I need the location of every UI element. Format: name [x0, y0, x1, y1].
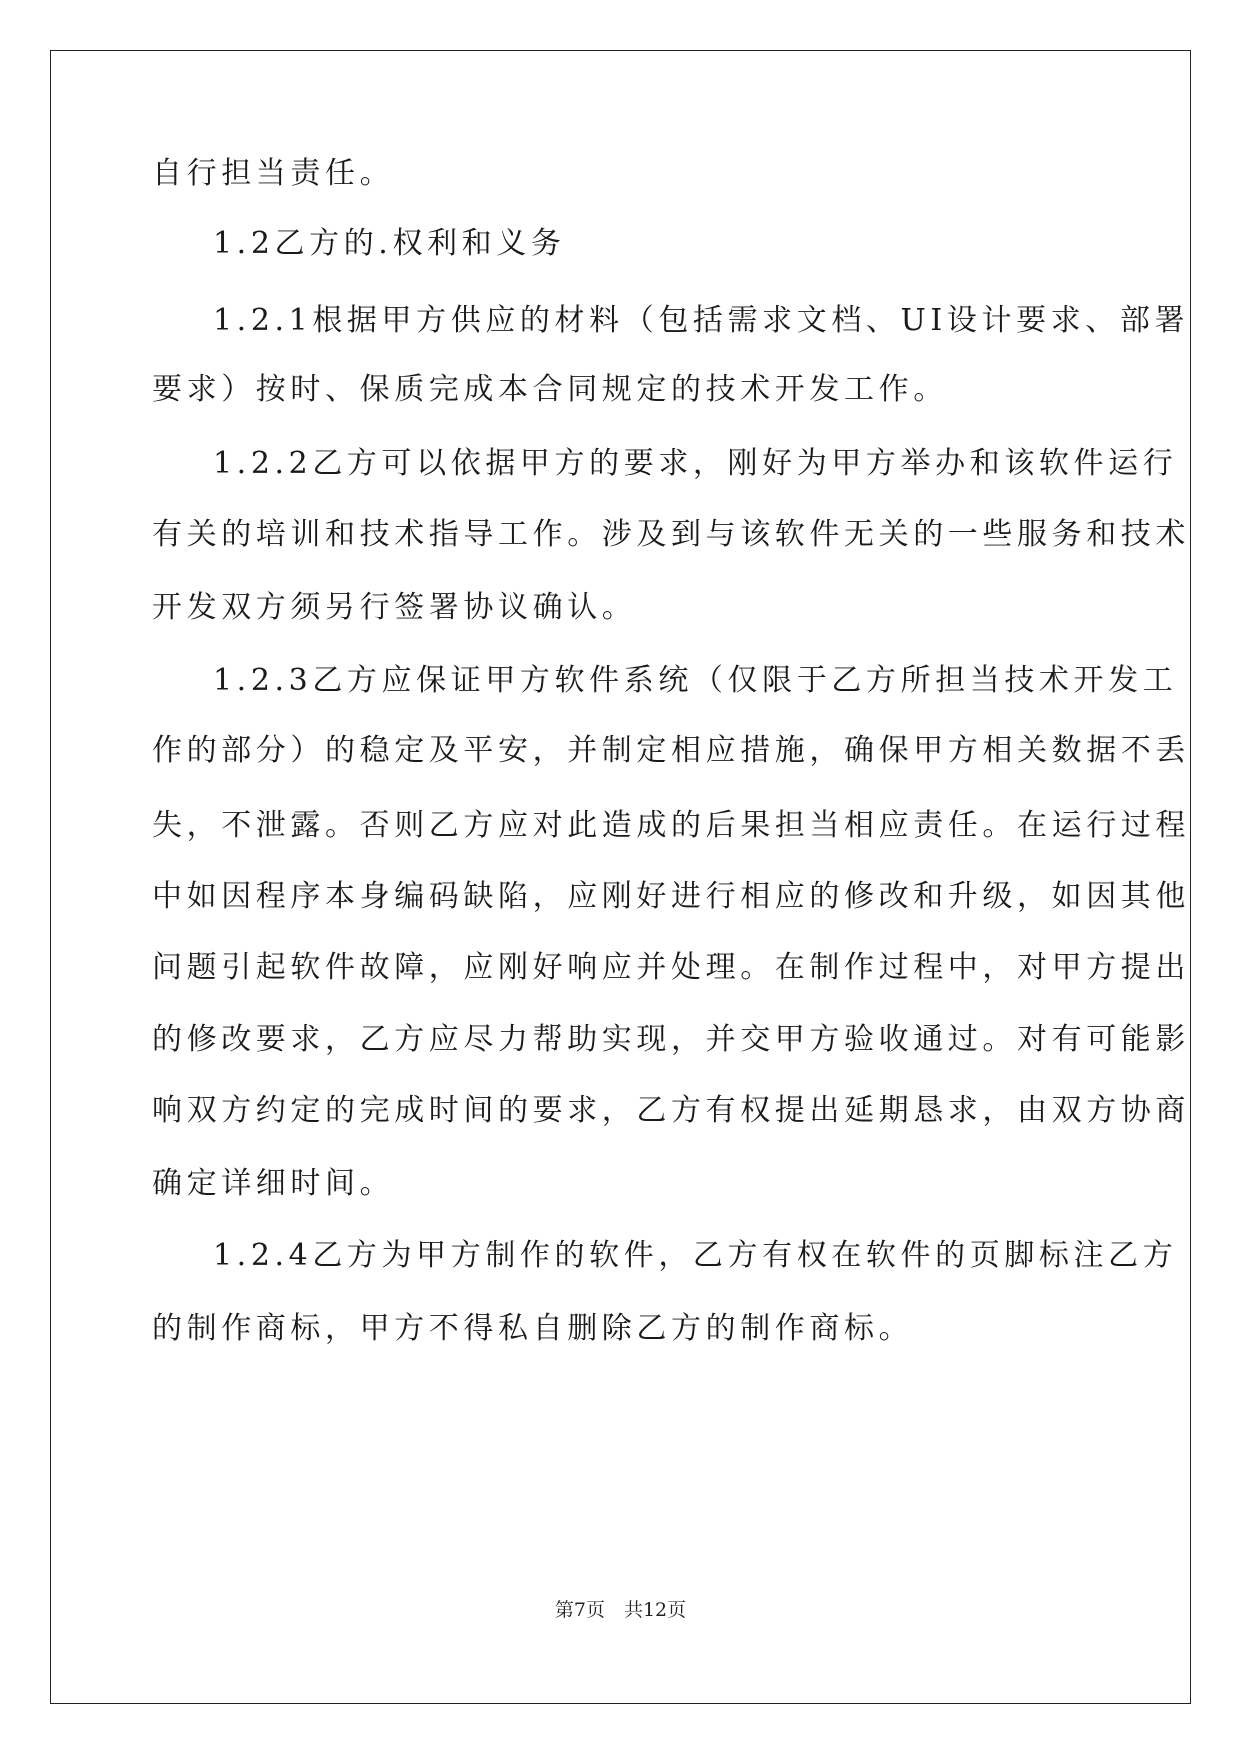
clause-1-2-3-line-1: 1.2.3乙方应保证甲方软件系统（仅限于乙方所担当技术开发工	[213, 663, 1178, 698]
clause-1-2-1-line-1: 1.2.1根据甲方供应的材料（包括需求文档、UI设计要求、部署	[213, 303, 1190, 338]
clause-1-2-2-line-2: 有关的培训和技术指导工作。涉及到与该软件无关的一些服务和技术	[152, 517, 1190, 552]
clause-1-2-2-line-1: 1.2.2乙方可以依据甲方的要求，刚好为甲方举办和该软件运行	[213, 446, 1178, 481]
clause-1-2-2-line-3: 开发双方须另行签署协议确认。	[152, 590, 637, 625]
clause-1-2-3-line-6: 的修改要求，乙方应尽力帮助实现，并交甲方验收通过。对有可能影	[152, 1022, 1190, 1057]
clause-1-2-3-line-5: 问题引起软件故障，应刚好响应并处理。在制作过程中，对甲方提出	[152, 950, 1190, 985]
clause-1-2-3-line-3: 失，不泄露。否则乙方应对此造成的后果担当相应责任。在运行过程	[152, 808, 1190, 843]
clause-1-2-4-line-2: 的制作商标，甲方不得私自删除乙方的制作商标。	[152, 1311, 914, 1346]
clause-1-2-3-line-2: 作的部分）的稳定及平安，并制定相应措施，确保甲方相关数据不丢	[152, 733, 1190, 768]
clause-1-2-3-line-8: 确定详细时间。	[152, 1166, 395, 1201]
clause-1-2-4-line-1: 1.2.4乙方为甲方制作的软件，乙方有权在软件的页脚标注乙方	[213, 1238, 1178, 1273]
clause-1-2-1-line-2: 要求）按时、保质完成本合同规定的技术开发工作。	[152, 372, 948, 407]
page-number-footer: 第7页 共12页	[554, 1599, 687, 1621]
text-line-1: 自行担当责任。	[152, 156, 395, 191]
clause-1-2-3-line-4: 中如因程序本身编码缺陷，应刚好进行相应的修改和升级，如因其他	[152, 879, 1190, 914]
section-heading-1-2: 1.2乙方的.权利和义务	[213, 226, 566, 261]
clause-1-2-3-line-7: 响双方约定的完成时间的要求，乙方有权提出延期恳求，由双方协商	[152, 1093, 1190, 1128]
